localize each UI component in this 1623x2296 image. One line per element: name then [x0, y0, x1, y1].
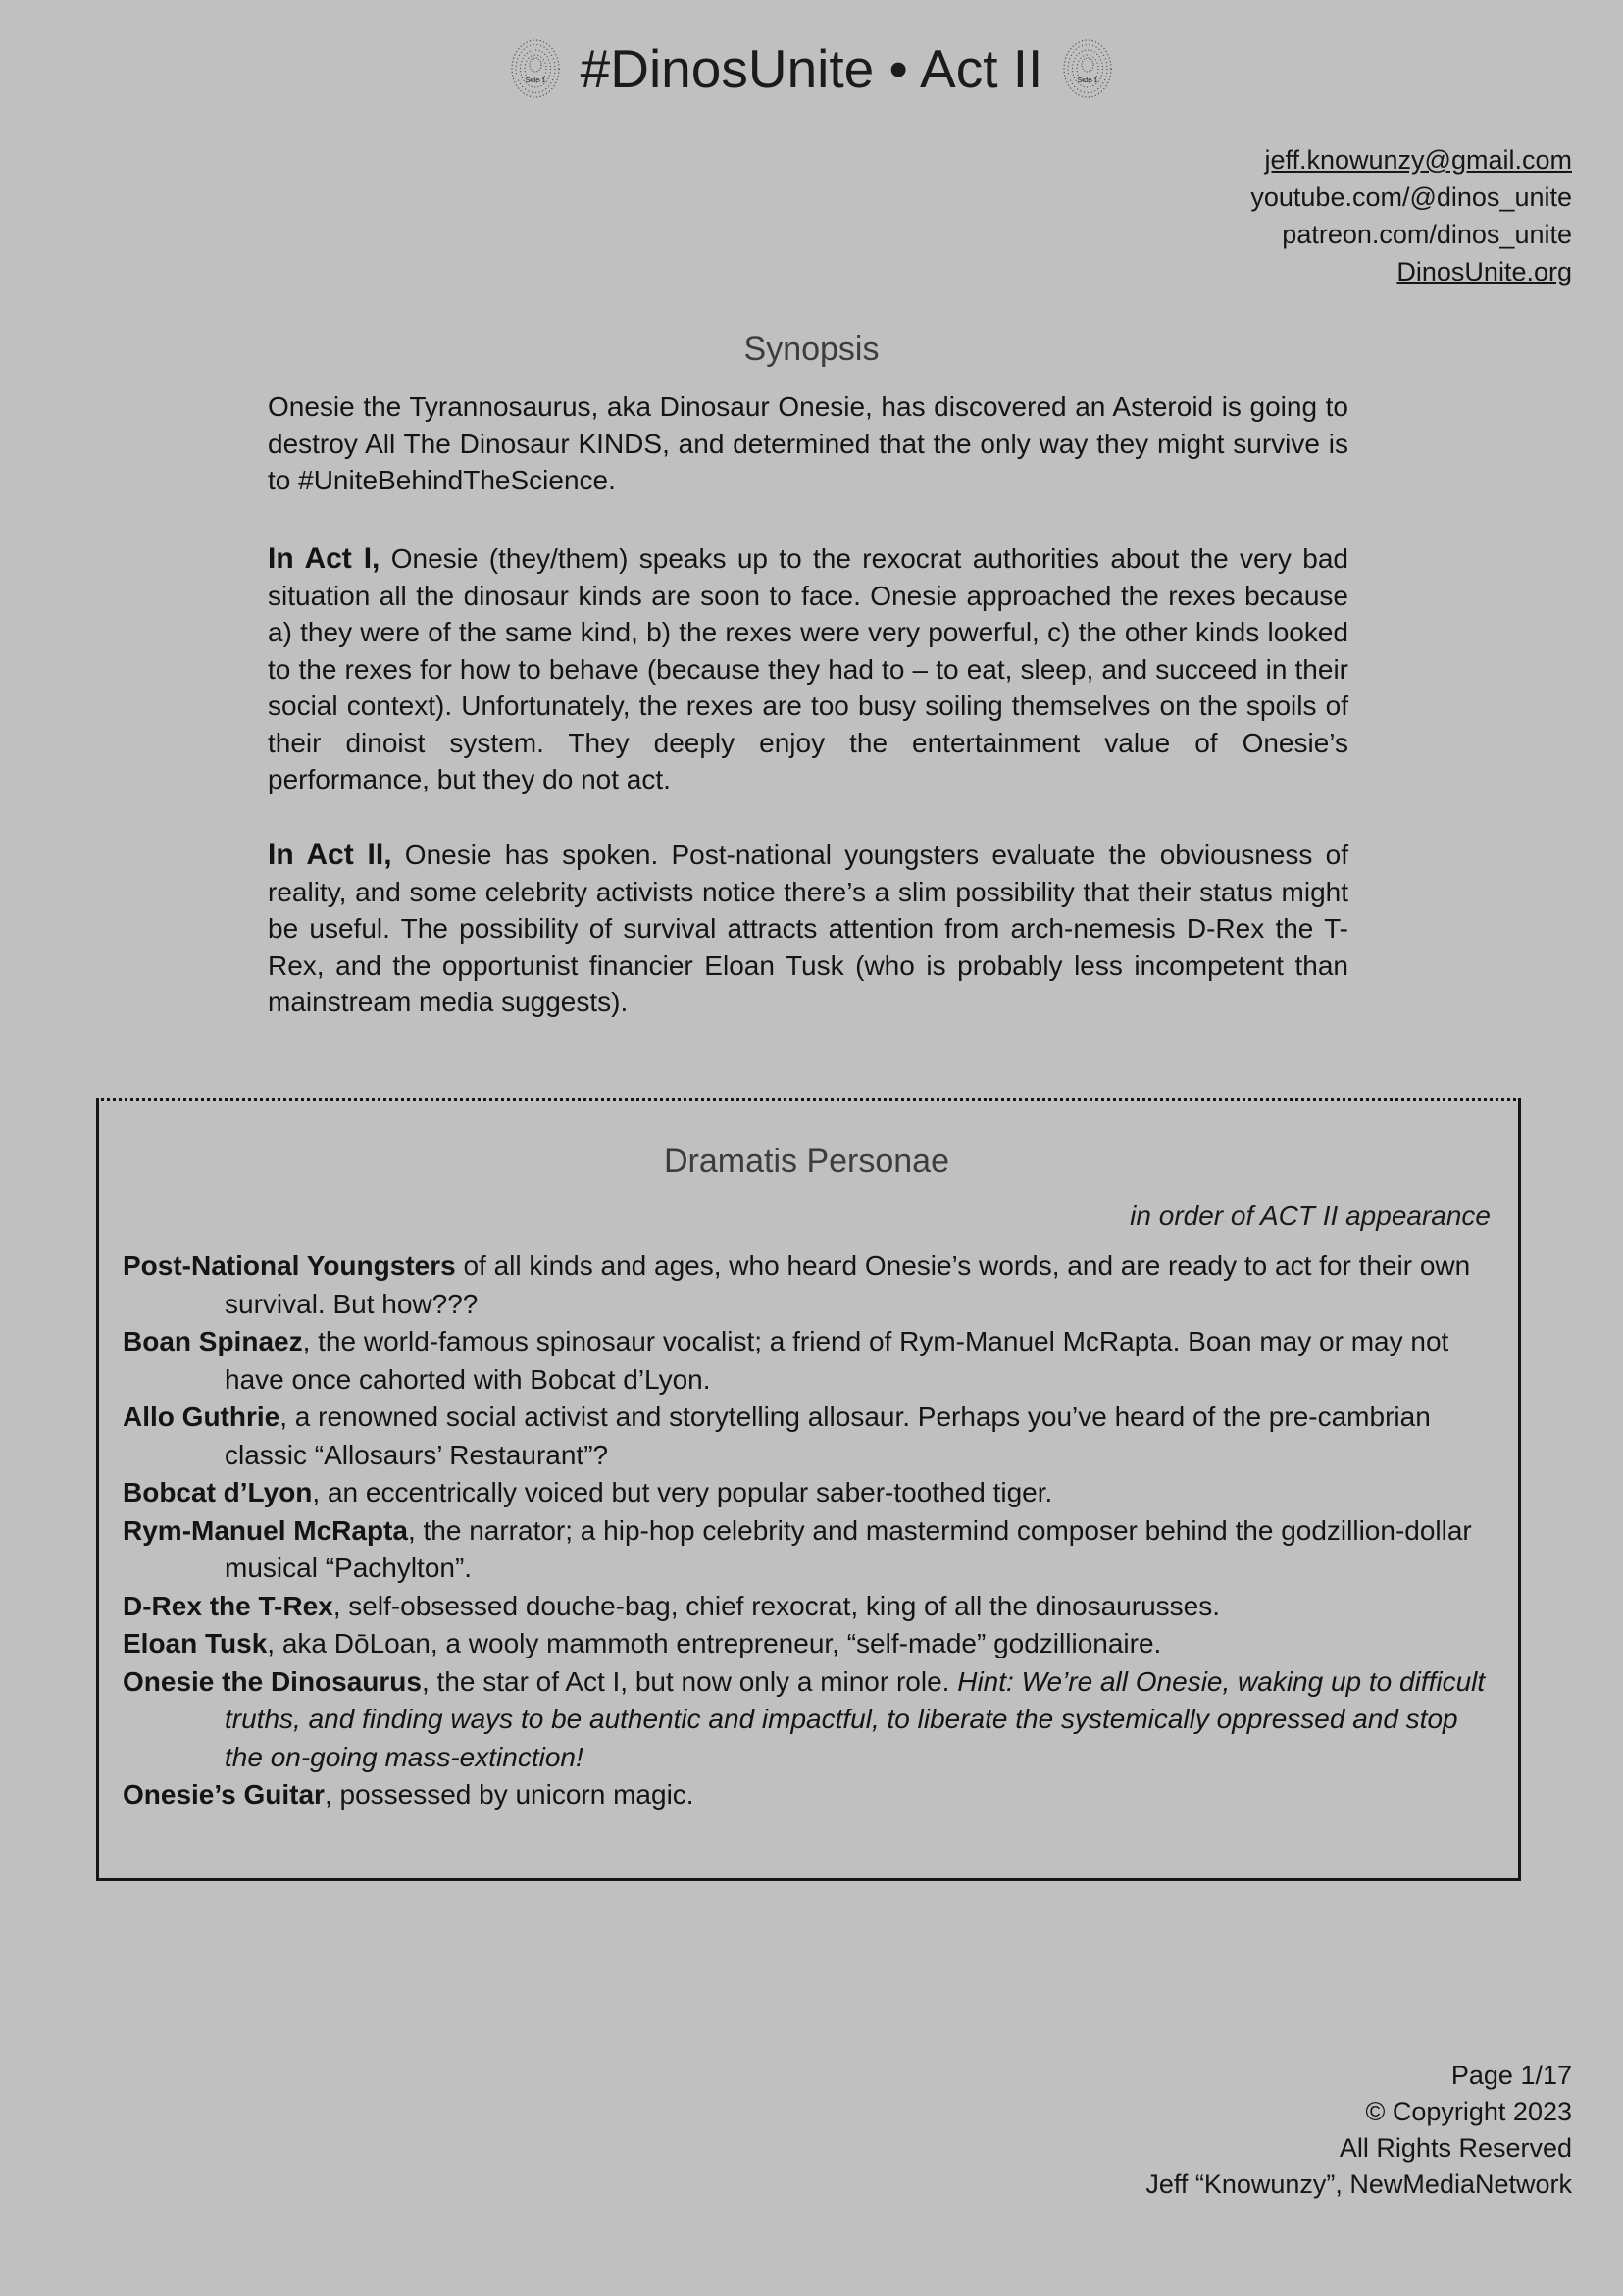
record-side-label: Side 1: [525, 76, 546, 84]
page-number: Page 1/17: [1450, 2061, 1572, 2090]
synopsis-paragraph: [268, 388, 1348, 499]
character-desc: , self-obsessed douche-bag, chief rexocrat, king of all the dinosaurusses.: [332, 1590, 1221, 1621]
record-side-label: Side 1: [1077, 76, 1098, 84]
appearance-order-note: in order of ACT II appearance: [1130, 1200, 1491, 1231]
character-name: Bobcat d’Lyon: [123, 1477, 313, 1507]
character-entry: [123, 1474, 1491, 1512]
synopsis-paragraph-act1: [268, 540, 1348, 798]
character-desc: , aka DōLoan, a wooly mammoth entrepreneur, “self-made” godzillionaire.: [267, 1628, 1162, 1658]
character-desc: , an eccentrically voiced but very popular saber-toothed tiger.: [312, 1477, 1053, 1507]
email-link[interactable]: jeff.knowunzy@gmail.com: [1264, 145, 1572, 175]
character-desc: , the narrator; a hip-hop celebrity and mastermind composer behind the godzillion-dollar musical “Pachylton”.: [225, 1514, 1472, 1583]
character-entry: [123, 1399, 1491, 1474]
character-name: D-Rex the T-Rex: [123, 1590, 333, 1621]
page-title: #DinosUnite • Act II: [580, 38, 1043, 99]
character-entry: [123, 1663, 1491, 1777]
patreon-handle: patreon.com/dinos_unite: [1282, 220, 1572, 249]
character-entry: [123, 1588, 1491, 1626]
paragraph-lead: In Act II,: [268, 839, 392, 871]
website-link[interactable]: DinosUnite.org: [1396, 257, 1572, 286]
paragraph-text: Onesie has spoken. Post-national youngsters evaluate the obviousness of reality, and some celebrity activists notice there’s a slim possibility that their status might be useful. The possibility of survival attracts attention from arch-nemesis D-Rex the T-Rex, and the opportunist financier Eloan Tusk (who is probably less incompetent than mainstream media suggests).: [268, 840, 1348, 1017]
character-name: Eloan Tusk: [123, 1628, 268, 1658]
page-footer: [1145, 2058, 1572, 2203]
character-entry: [123, 1625, 1491, 1663]
rights-line: All Rights Reserved: [1339, 2133, 1572, 2163]
character-desc: , a renowned social activist and storytelling allosaur. Perhaps you’ve heard of the pre-cambrian classic “Allosaurs’ Restaurant”?: [225, 1402, 1431, 1470]
character-list: [123, 1248, 1491, 1814]
vinyl-record-icon: [1062, 38, 1113, 99]
paragraph-text: Onesie the Tyrannosaurus, aka Dinosaur Onesie, has discovered an Asteroid is going to destroy All The Dinosaur KINDS, and determined that the only way they might survive is to #UniteBehindTheScience.: [268, 391, 1348, 495]
character-desc: , possessed by unicorn magic.: [324, 1779, 694, 1810]
contact-block: [1250, 141, 1572, 290]
character-name: Post-National Youngsters: [123, 1250, 456, 1281]
character-name: Boan Spinaez: [123, 1326, 303, 1356]
copyright-line: © Copyright 2023: [1365, 2097, 1572, 2126]
author-line: Jeff “Knowunzy”, NewMediaNetwork: [1145, 2169, 1572, 2199]
character-desc: , the star of Act I, but now only a minor role.: [421, 1665, 958, 1697]
character-entry: [123, 1512, 1491, 1588]
character-entry: [123, 1323, 1491, 1399]
youtube-handle: youtube.com/@dinos_unite: [1250, 182, 1572, 212]
synopsis-paragraph-act2: [268, 837, 1348, 1021]
character-desc-italic: Hint: We’re all Onesie, waking up to difficult truths, and finding ways to be authentic and impactful, to liberate the systemically oppressed and stop the on-going mass-extinction!: [225, 1665, 1486, 1772]
character-name: Onesie the Dinosaurus: [123, 1665, 422, 1697]
character-desc: of all kinds and ages, who heard Onesie’s words, and are ready to act for their own survival. But how???: [225, 1250, 1471, 1319]
paragraph-lead: In Act I,: [268, 542, 380, 575]
paragraph-text: Onesie (they/them) speaks up to the rexocrat authorities about the very bad situation all the dinosaur kinds are soon to face. Onesie approached the rexes because a) they were of the same kind, b) the rexes were very powerful, c) the other kinds looked to the rexes for how to behave (because they had to – to eat, sleep, and succeed in their social context). Unfortunately, the rexes are too busy soiling themselves on the spoils of their dinoist system. They deeply enjoy the entertainment value of Onesie’s performance, but they do not act.: [268, 543, 1348, 794]
dramatis-personae-heading: Dramatis Personae: [663, 1143, 949, 1180]
character-name: Onesie’s Guitar: [123, 1779, 325, 1810]
synopsis-heading: Synopsis: [743, 331, 880, 368]
document-header: [0, 37, 1623, 100]
character-desc: , the world-famous spinosaur vocalist; a friend of Rym-Manuel McRapta. Boan may or may not have once cahorted with Bobcat d’Lyon.: [225, 1326, 1449, 1395]
character-entry: [123, 1248, 1491, 1323]
vinyl-record-icon: [510, 38, 561, 99]
character-name: Allo Guthrie: [123, 1402, 280, 1432]
character-entry: [123, 1776, 1491, 1814]
character-name: Rym-Manuel McRapta: [123, 1514, 408, 1546]
dramatis-personae-box: [96, 1098, 1521, 1881]
